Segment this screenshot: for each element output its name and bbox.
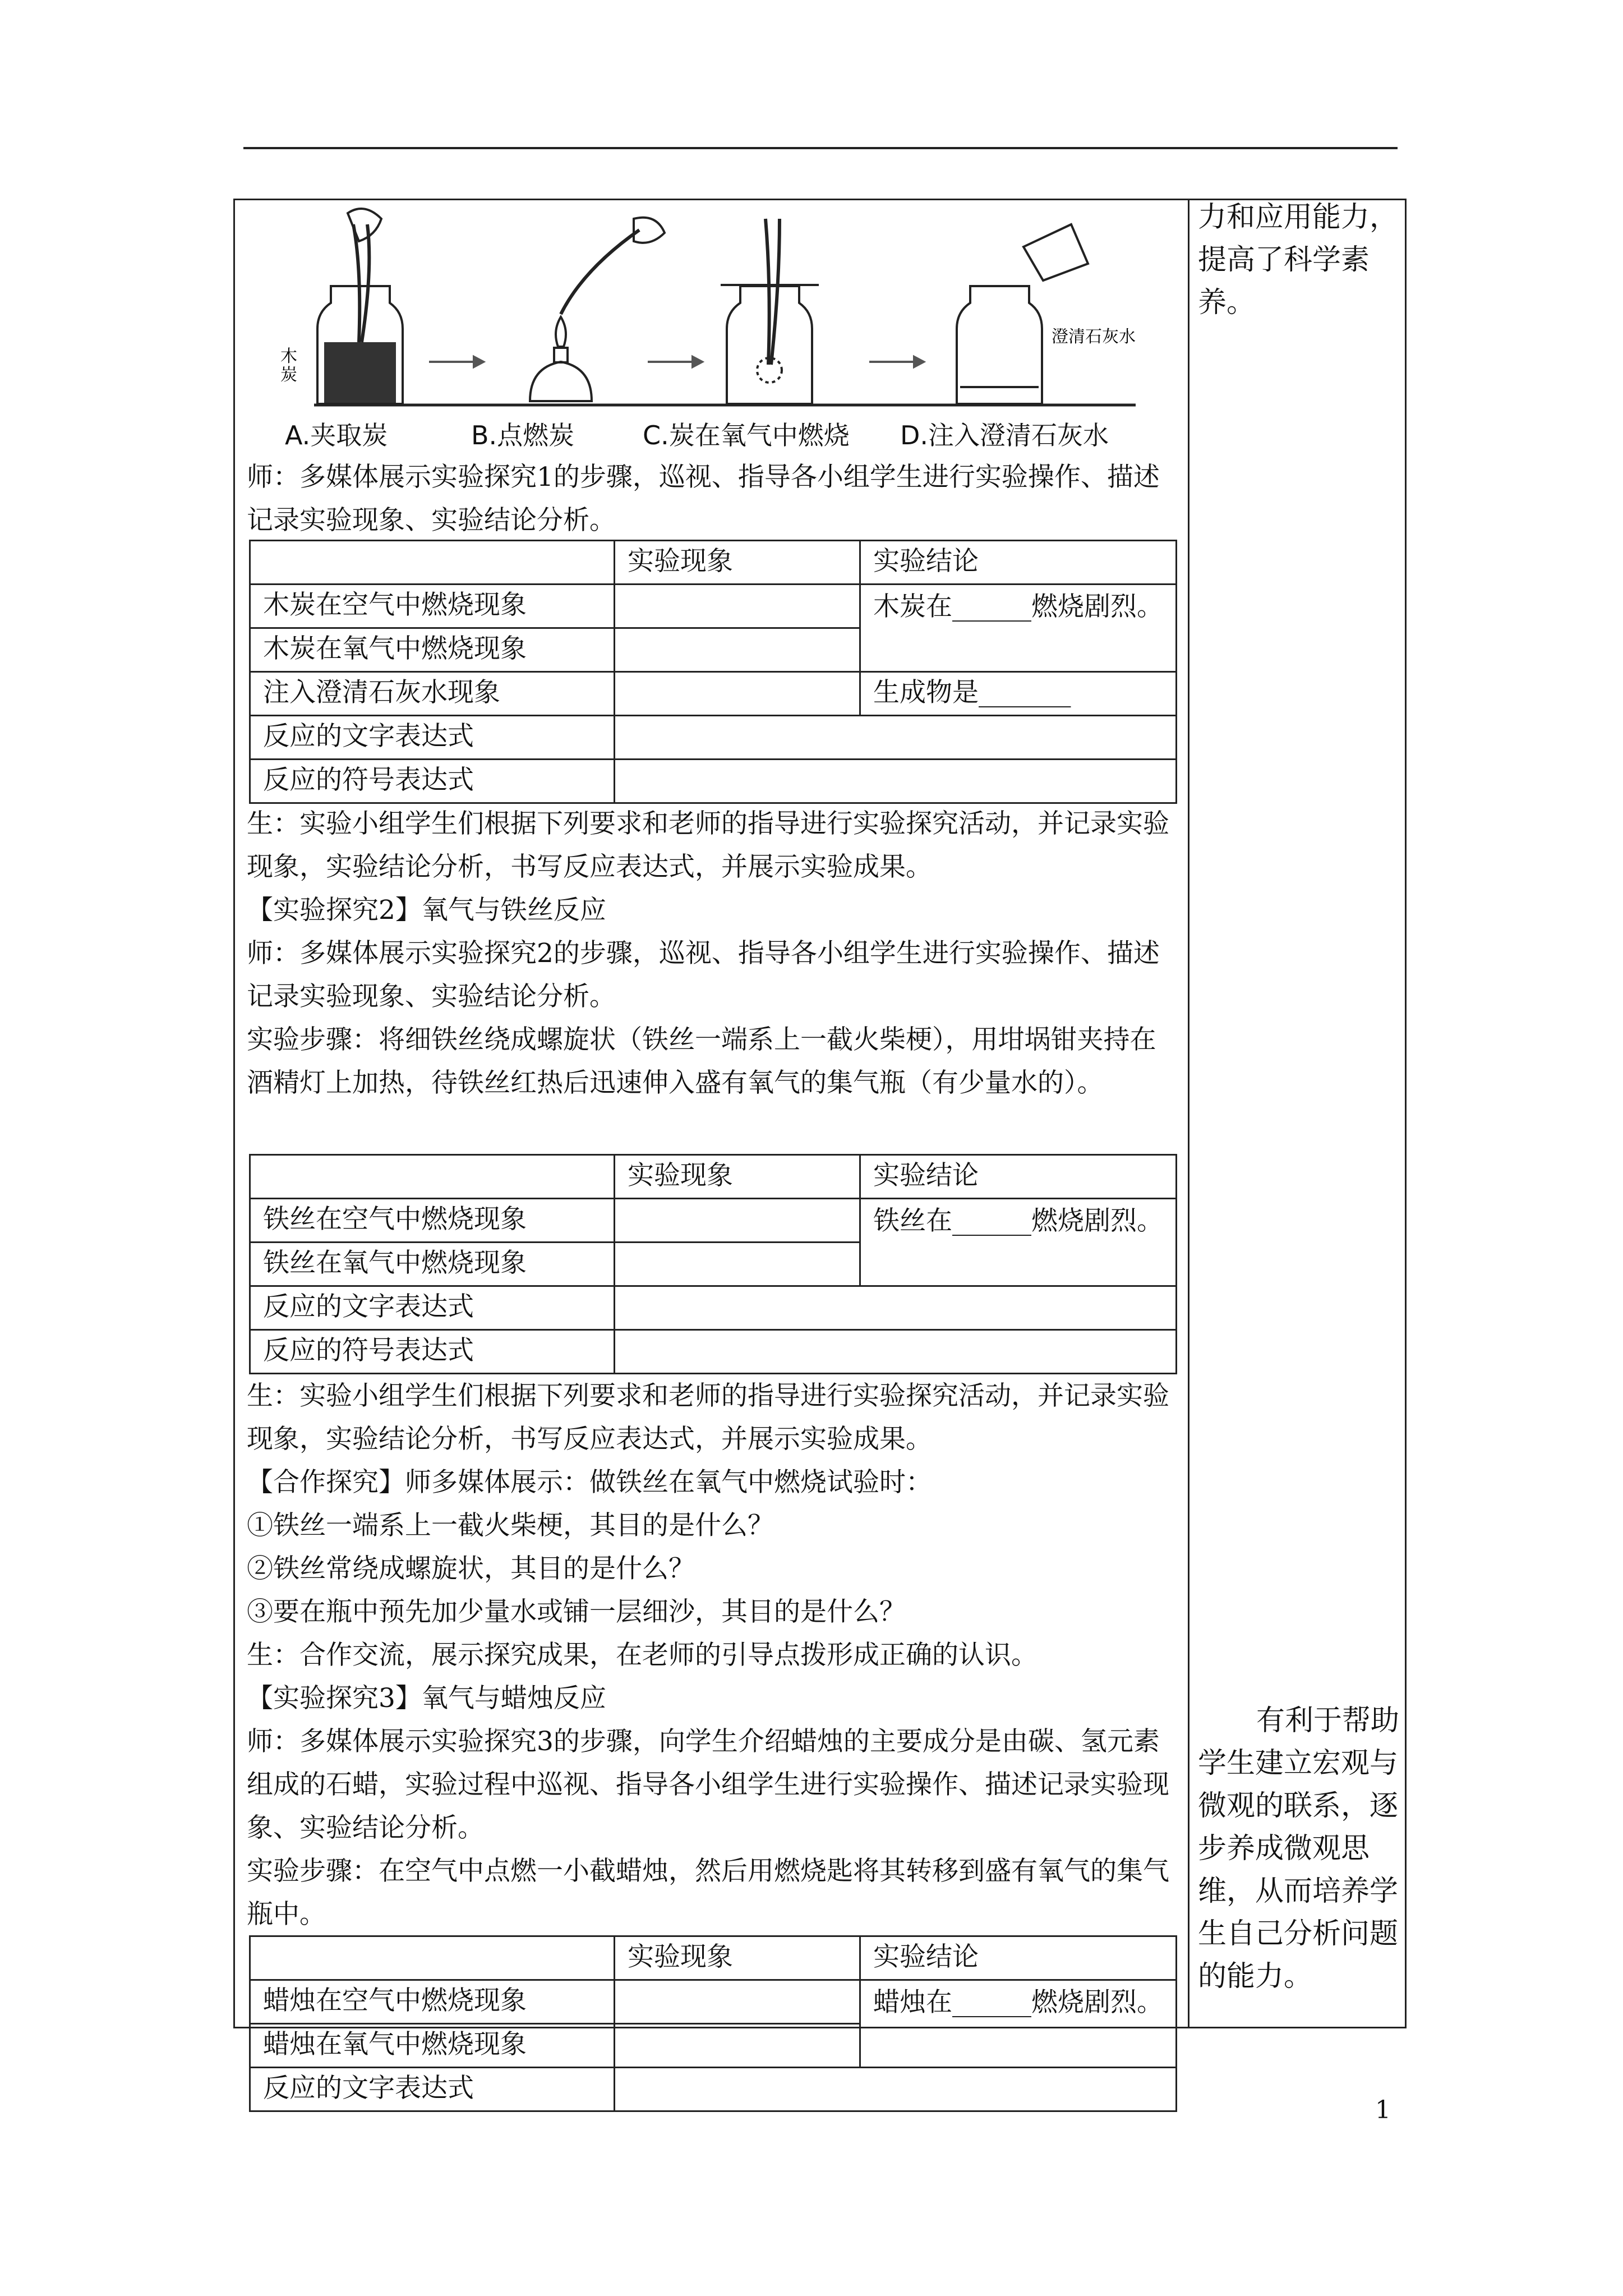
jar-label-bottom: 炭 [280, 366, 297, 384]
paragraph-14: 实验步骤：在空气中点燃一小截蜡烛，然后用燃烧匙将其转移到盛有氧气的集气瓶中。 [247, 1856, 1169, 1930]
row-label: 反应的符号表达式 [250, 1330, 615, 1374]
table-header-cell: 实验现象 [615, 1155, 860, 1199]
row-label: 反应的符号表达式 [250, 760, 615, 803]
table-header-cell: 实验结论 [860, 541, 1177, 585]
expression-cell [615, 1330, 1177, 1374]
table-candle [249, 1935, 1177, 2112]
header-rule [243, 147, 1398, 149]
table-row [250, 1936, 1177, 1980]
table-header-cell: 实验现象 [615, 1936, 860, 1980]
table-row [250, 716, 1177, 760]
observation-cell [615, 2024, 860, 2068]
paragraph-13: 师：多媒体展示实验探究3的步骤，向学生介绍蜡烛的主要成分是由碳、氢元素组成的石蜡，实验过程中巡视、指导各小组学生进行实验操作、描述记录实验现象、实验结论分析。 [247, 1726, 1169, 1843]
paragraph-7: 【合作探究】师多媒体展示：做铁丝在氧气中燃烧试验时： [247, 1467, 932, 1498]
expression-cell [615, 760, 1177, 803]
step-label-a: A.夹取炭 [285, 420, 388, 450]
row-label: 注入澄清石灰水现象 [250, 672, 615, 716]
paragraph-2: 生：实验小组学生们根据下列要求和老师的指导进行实验探究活动，并记录实验现象，实验结论分析，书写反应表达式，并展示实验成果。 [247, 808, 1169, 882]
table-row [250, 760, 1177, 803]
conclusion-cell: 铁丝在______燃烧剧烈。 [860, 1199, 1177, 1286]
table-row [250, 1199, 1177, 1243]
paragraph-12: 【实验探究3】氧气与蜡烛反应 [247, 1683, 606, 1714]
table-row [250, 1155, 1177, 1199]
observation-cell [615, 628, 860, 672]
paragraph-4: 师：多媒体展示实验探究2的步骤，巡视、指导各小组学生进行实验操作、描述记录实验现象、实验结论分析。 [247, 938, 1160, 1012]
expression-cell [615, 2068, 1177, 2111]
table-header-cell [250, 541, 615, 585]
paragraph-1: 师：多媒体展示实验探究1的步骤，巡视、指导各小组学生进行实验操作、描述记录实验现象、实验结论分析。 [247, 462, 1160, 536]
paragraph-10: ③要在瓶中预先加少量水或铺一层细沙，其目的是什么？ [247, 1596, 906, 1627]
conclusion-cell: 木炭在______燃烧剧烈。 [860, 585, 1177, 672]
jar-c-illustration [721, 219, 819, 404]
table-header-cell: 实验结论 [860, 1155, 1177, 1199]
table-row [250, 1286, 1177, 1330]
row-label: 木炭在氧气中燃烧现象 [250, 628, 615, 672]
table-header-cell: 实验结论 [860, 1936, 1177, 1980]
table-header-cell: 实验现象 [615, 541, 860, 585]
observation-cell [615, 585, 860, 628]
table-row [250, 2068, 1177, 2111]
alcohol-lamp-illustration [530, 218, 665, 401]
table-header-cell [250, 1155, 615, 1199]
expression-cell [615, 1286, 1177, 1330]
table-iron-wire [249, 1154, 1177, 1374]
table-header-cell [250, 1936, 615, 1980]
table-row [250, 672, 1177, 716]
paragraph-3: 【实验探究2】氧气与铁丝反应 [247, 895, 606, 926]
expression-cell [615, 716, 1177, 760]
observation-cell [615, 672, 860, 716]
table-row [250, 1980, 1177, 2024]
row-label: 蜡烛在空气中燃烧现象 [250, 1980, 615, 2024]
row-label: 木炭在空气中燃烧现象 [250, 585, 615, 628]
column-divider [1188, 199, 1189, 2028]
paragraph-9: ②铁丝常绕成螺旋状，其目的是什么？ [247, 1553, 695, 1584]
observation-cell [615, 1243, 860, 1286]
step-label-d: D.注入澄清石灰水 [900, 420, 1109, 450]
table-row [250, 585, 1177, 628]
table-row [250, 541, 1177, 585]
jar-a-illustration [317, 209, 403, 404]
observation-cell [615, 1980, 860, 2024]
bottle-label: 澄清石灰水 [1052, 328, 1136, 346]
row-label: 铁丝在氧气中燃烧现象 [250, 1243, 615, 1286]
step-label-b: B.点燃炭 [471, 420, 575, 450]
page-number: 1 [1375, 2096, 1391, 2124]
paragraph-6: 生：实验小组学生们根据下列要求和老师的指导进行实验探究活动，并记录实验现象，实验结论分析，书写反应表达式，并展示实验成果。 [247, 1381, 1169, 1455]
step-label-c: C.炭在氧气中燃烧 [643, 420, 850, 450]
jar-label-top: 木 [280, 347, 297, 366]
row-label: 蜡烛在氧气中燃烧现象 [250, 2024, 615, 2068]
row-label: 反应的文字表达式 [250, 2068, 615, 2111]
row-label: 反应的文字表达式 [250, 716, 615, 760]
conclusion-cell: 生成物是_______ [860, 672, 1177, 716]
row-label: 反应的文字表达式 [250, 1286, 615, 1330]
table-row [250, 1330, 1177, 1374]
conclusion-cell: 蜡烛在______燃烧剧烈。 [860, 1980, 1177, 2068]
row-label: 铁丝在空气中燃烧现象 [250, 1199, 615, 1243]
paragraph-11: 生：合作交流，展示探究成果，在老师的引导点拨形成正确的认识。 [247, 1640, 1038, 1671]
paragraph-5: 实验步骤：将细铁丝绕成螺旋状（铁丝一端系上一截火柴梗），用坩埚钳夹持在酒精灯上加热，待铁丝红热后迅速伸入盛有氧气的集气瓶（有少量水的）。 [247, 1024, 1156, 1098]
observation-cell [615, 1199, 860, 1243]
side-note-top: 力和应用能力，提高了科学素养。 [1198, 201, 1399, 319]
side-note-middle: 有利于帮助学生建立宏观与微观的联系，逐步养成微观思维，从而培养学生自己分析问题的能力。 [1198, 1704, 1400, 1993]
jar-d-illustration [957, 224, 1088, 404]
table-charcoal [249, 540, 1177, 804]
paragraph-8: ①铁丝一端系上一截火柴梗，其目的是什么？ [247, 1510, 774, 1541]
